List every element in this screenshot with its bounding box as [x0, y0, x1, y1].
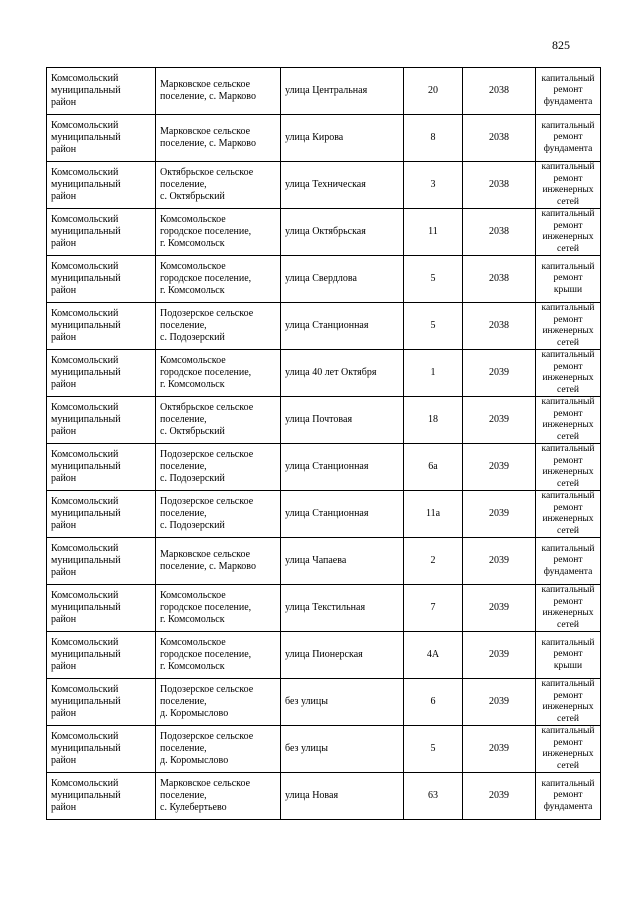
house-number-text: 6а	[428, 461, 438, 472]
street-text: улица Центральная	[285, 85, 368, 96]
year-text: 2039	[489, 508, 509, 519]
district-text: Комсомольский муниципальный район	[51, 355, 121, 390]
page-number: 825	[552, 38, 570, 52]
house-number-cell	[404, 397, 463, 444]
year-text: 2038	[489, 273, 509, 284]
year-text: 2038	[489, 320, 509, 331]
work-type-cell	[536, 726, 601, 773]
district-text: Комсомольский муниципальный район	[51, 496, 121, 531]
table-row	[47, 162, 601, 209]
work-type-cell	[536, 538, 601, 585]
settlement-text: Подозерское сельское поселение, д. Коромыслово	[160, 684, 254, 719]
house-number-cell	[404, 679, 463, 726]
year-text: 2039	[489, 790, 509, 801]
street-cell	[281, 162, 404, 209]
year-cell	[463, 303, 536, 350]
district-text: Комсомольский муниципальный район	[51, 261, 121, 296]
district-text: Комсомольский муниципальный район	[51, 167, 121, 202]
house-number-text: 5	[430, 743, 436, 754]
work-type-text: капитальный ремонт фундамента	[541, 73, 595, 107]
settlement-cell	[156, 68, 281, 115]
street-text: улица Новая	[285, 790, 339, 801]
settlement-text: Комсомольское городское поселение, г. Комсомольск	[160, 214, 252, 249]
district-cell	[47, 444, 156, 491]
district-text: Комсомольский муниципальный район	[51, 590, 121, 625]
work-type-text: капитальный ремонт крыши	[541, 637, 595, 671]
street-cell	[281, 303, 404, 350]
district-cell	[47, 397, 156, 444]
work-type-text: капитальный ремонт инженерных сетей	[541, 679, 595, 724]
settlement-text: Подозерское сельское поселение, д. Коромыслово	[160, 731, 254, 766]
district-text: Комсомольский муниципальный район	[51, 402, 121, 437]
work-type-text: капитальный ремонт фундамента	[541, 543, 595, 577]
house-number-text: 7	[430, 602, 436, 613]
house-number-text: 5	[430, 320, 436, 331]
house-number-text: 4А	[426, 649, 440, 660]
district-cell	[47, 303, 156, 350]
table-row	[47, 350, 601, 397]
street-text: улица Октябрьская	[285, 226, 366, 237]
house-number-cell	[404, 209, 463, 256]
street-cell	[281, 585, 404, 632]
street-cell	[281, 538, 404, 585]
house-number-cell	[404, 162, 463, 209]
street-cell	[281, 632, 404, 679]
work-type-cell	[536, 68, 601, 115]
street-cell	[281, 115, 404, 162]
district-cell	[47, 209, 156, 256]
district-text: Комсомольский муниципальный район	[51, 73, 121, 108]
settlement-cell	[156, 303, 281, 350]
house-number-cell	[404, 726, 463, 773]
settlement-text: Марковское сельское поселение, с. Марково	[160, 126, 256, 149]
year-cell	[463, 115, 536, 162]
work-type-cell	[536, 115, 601, 162]
year-cell	[463, 444, 536, 491]
year-text: 2038	[489, 85, 509, 96]
work-type-text: капитальный ремонт инженерных сетей	[541, 162, 595, 207]
work-type-text: капитальный ремонт фундамента	[541, 778, 595, 812]
street-text: улица Текстильная	[285, 602, 366, 613]
year-cell	[463, 773, 536, 820]
table-body	[47, 68, 601, 820]
street-cell	[281, 397, 404, 444]
year-cell	[463, 256, 536, 303]
year-text: 2038	[489, 132, 509, 143]
year-text: 2039	[489, 461, 509, 472]
repair-schedule-table	[46, 67, 601, 820]
street-cell	[281, 773, 404, 820]
district-text: Комсомольский муниципальный район	[51, 308, 121, 343]
settlement-text: Подозерское сельское поселение, с. Подозерский	[160, 449, 254, 484]
street-cell	[281, 726, 404, 773]
district-cell	[47, 162, 156, 209]
street-text: улица Станционная	[285, 461, 369, 472]
work-type-text: капитальный ремонт инженерных сетей	[541, 209, 595, 254]
house-number-text: 8	[430, 132, 436, 143]
year-cell	[463, 209, 536, 256]
work-type-cell	[536, 585, 601, 632]
settlement-text: Марковское сельское поселение, с. Марково	[160, 549, 256, 572]
settlement-cell	[156, 773, 281, 820]
district-cell	[47, 632, 156, 679]
year-cell	[463, 491, 536, 538]
district-text: Комсомольский муниципальный район	[51, 543, 121, 578]
work-type-cell	[536, 491, 601, 538]
street-cell	[281, 679, 404, 726]
year-text: 2039	[489, 743, 509, 754]
district-cell	[47, 256, 156, 303]
work-type-text: капитальный ремонт инженерных сетей	[541, 350, 595, 395]
district-cell	[47, 679, 156, 726]
year-cell	[463, 350, 536, 397]
work-type-cell	[536, 444, 601, 491]
table-row	[47, 538, 601, 585]
year-text: 2039	[489, 555, 509, 566]
district-cell	[47, 585, 156, 632]
house-number-text: 2	[430, 555, 436, 566]
year-text: 2039	[489, 367, 509, 378]
work-type-text: капитальный ремонт инженерных сетей	[541, 491, 595, 536]
house-number-cell	[404, 585, 463, 632]
year-cell	[463, 162, 536, 209]
district-cell	[47, 68, 156, 115]
district-text: Комсомольский муниципальный район	[51, 214, 121, 249]
year-text: 2039	[489, 414, 509, 425]
table-row	[47, 632, 601, 679]
house-number-text: 3	[430, 179, 436, 190]
district-text: Комсомольский муниципальный район	[51, 449, 121, 484]
work-type-cell	[536, 162, 601, 209]
work-type-cell	[536, 679, 601, 726]
year-text: 2038	[489, 179, 509, 190]
street-text: без улицы	[285, 743, 328, 754]
district-cell	[47, 491, 156, 538]
work-type-cell	[536, 256, 601, 303]
table-row	[47, 209, 601, 256]
work-type-cell	[536, 632, 601, 679]
work-type-text: капитальный ремонт инженерных сетей	[541, 397, 595, 442]
year-cell	[463, 68, 536, 115]
settlement-cell	[156, 350, 281, 397]
house-number-text: 6	[430, 696, 436, 707]
settlement-text: Комсомольское городское поселение, г. Комсомольск	[160, 355, 252, 390]
settlement-cell	[156, 585, 281, 632]
work-type-cell	[536, 303, 601, 350]
district-cell	[47, 773, 156, 820]
settlement-text: Марковское сельское поселение, с. Кулебертьево	[160, 778, 251, 813]
street-cell	[281, 444, 404, 491]
house-number-text: 1	[430, 367, 436, 378]
settlement-text: Комсомольское городское поселение, г. Комсомольск	[160, 637, 252, 672]
year-text: 2039	[489, 696, 509, 707]
settlement-cell	[156, 209, 281, 256]
settlement-cell	[156, 538, 281, 585]
settlement-cell	[156, 491, 281, 538]
house-number-text: 11	[428, 226, 438, 237]
district-text: Комсомольский муниципальный район	[51, 637, 121, 672]
house-number-cell	[404, 115, 463, 162]
street-text: без улицы	[285, 696, 328, 707]
settlement-cell	[156, 679, 281, 726]
table-row	[47, 585, 601, 632]
settlement-text: Октябрьское сельское поселение, с. Октябрьский	[160, 167, 254, 202]
settlement-cell	[156, 632, 281, 679]
work-type-text: капитальный ремонт крыши	[541, 261, 595, 295]
table-row	[47, 679, 601, 726]
street-text: улица Свердлова	[285, 273, 357, 284]
district-cell	[47, 726, 156, 773]
table-row	[47, 115, 601, 162]
street-cell	[281, 256, 404, 303]
settlement-text: Октябрьское сельское поселение, с. Октябрьский	[160, 402, 254, 437]
house-number-cell	[404, 350, 463, 397]
house-number-text: 18	[428, 414, 438, 425]
house-number-text: 63	[428, 790, 438, 801]
settlement-cell	[156, 115, 281, 162]
settlement-text: Подозерское сельское поселение, с. Подозерский	[160, 496, 254, 531]
house-number-cell	[404, 632, 463, 679]
house-number-text: 20	[428, 85, 438, 96]
settlement-cell	[156, 397, 281, 444]
district-cell	[47, 350, 156, 397]
work-type-cell	[536, 397, 601, 444]
year-cell	[463, 726, 536, 773]
house-number-text: 5	[430, 273, 436, 284]
work-type-text: капитальный ремонт инженерных сетей	[541, 303, 595, 348]
street-text: улица Чапаева	[285, 555, 347, 566]
settlement-text: Комсомольское городское поселение, г. Комсомольск	[160, 590, 252, 625]
work-type-text: капитальный ремонт инженерных сетей	[541, 585, 595, 630]
table-row	[47, 68, 601, 115]
table-row	[47, 256, 601, 303]
table-row	[47, 491, 601, 538]
table-row	[47, 773, 601, 820]
street-text: улица 40 лет Октября	[285, 367, 377, 378]
work-type-cell	[536, 209, 601, 256]
year-text: 2038	[489, 226, 509, 237]
street-text: улица Станционная	[285, 320, 369, 331]
district-text: Комсомольский муниципальный район	[51, 684, 121, 719]
table-row	[47, 726, 601, 773]
district-text: Комсомольский муниципальный район	[51, 120, 121, 155]
work-type-cell	[536, 350, 601, 397]
street-text: улица Техническая	[285, 179, 366, 190]
year-cell	[463, 585, 536, 632]
settlement-cell	[156, 256, 281, 303]
house-number-cell	[404, 68, 463, 115]
street-text: улица Станционная	[285, 508, 369, 519]
street-cell	[281, 68, 404, 115]
settlement-text: Комсомольское городское поселение, г. Комсомольск	[160, 261, 252, 296]
street-cell	[281, 350, 404, 397]
work-type-text: капитальный ремонт инженерных сетей	[541, 444, 595, 489]
settlement-cell	[156, 162, 281, 209]
table-row	[47, 303, 601, 350]
house-number-cell	[404, 303, 463, 350]
year-cell	[463, 679, 536, 726]
house-number-text: 11а	[425, 508, 441, 519]
street-text: улица Пионерская	[285, 649, 363, 660]
district-cell	[47, 538, 156, 585]
year-cell	[463, 632, 536, 679]
house-number-cell	[404, 444, 463, 491]
work-type-cell	[536, 773, 601, 820]
district-cell	[47, 115, 156, 162]
street-text: улица Почтовая	[285, 414, 353, 425]
settlement-text: Подозерское сельское поселение, с. Подозерский	[160, 308, 254, 343]
year-cell	[463, 397, 536, 444]
work-type-text: капитальный ремонт инженерных сетей	[541, 726, 595, 771]
house-number-cell	[404, 256, 463, 303]
street-cell	[281, 491, 404, 538]
street-cell	[281, 209, 404, 256]
settlement-text: Марковское сельское поселение, с. Марково	[160, 79, 256, 102]
house-number-cell	[404, 491, 463, 538]
table-row	[47, 397, 601, 444]
district-text: Комсомольский муниципальный район	[51, 778, 121, 813]
year-text: 2039	[489, 602, 509, 613]
table-row	[47, 444, 601, 491]
settlement-cell	[156, 726, 281, 773]
street-text: улица Кирова	[285, 132, 344, 143]
house-number-cell	[404, 773, 463, 820]
year-cell	[463, 538, 536, 585]
year-text: 2039	[489, 649, 509, 660]
work-type-text: капитальный ремонт фундамента	[541, 120, 595, 154]
district-text: Комсомольский муниципальный район	[51, 731, 121, 766]
house-number-cell	[404, 538, 463, 585]
settlement-cell	[156, 444, 281, 491]
